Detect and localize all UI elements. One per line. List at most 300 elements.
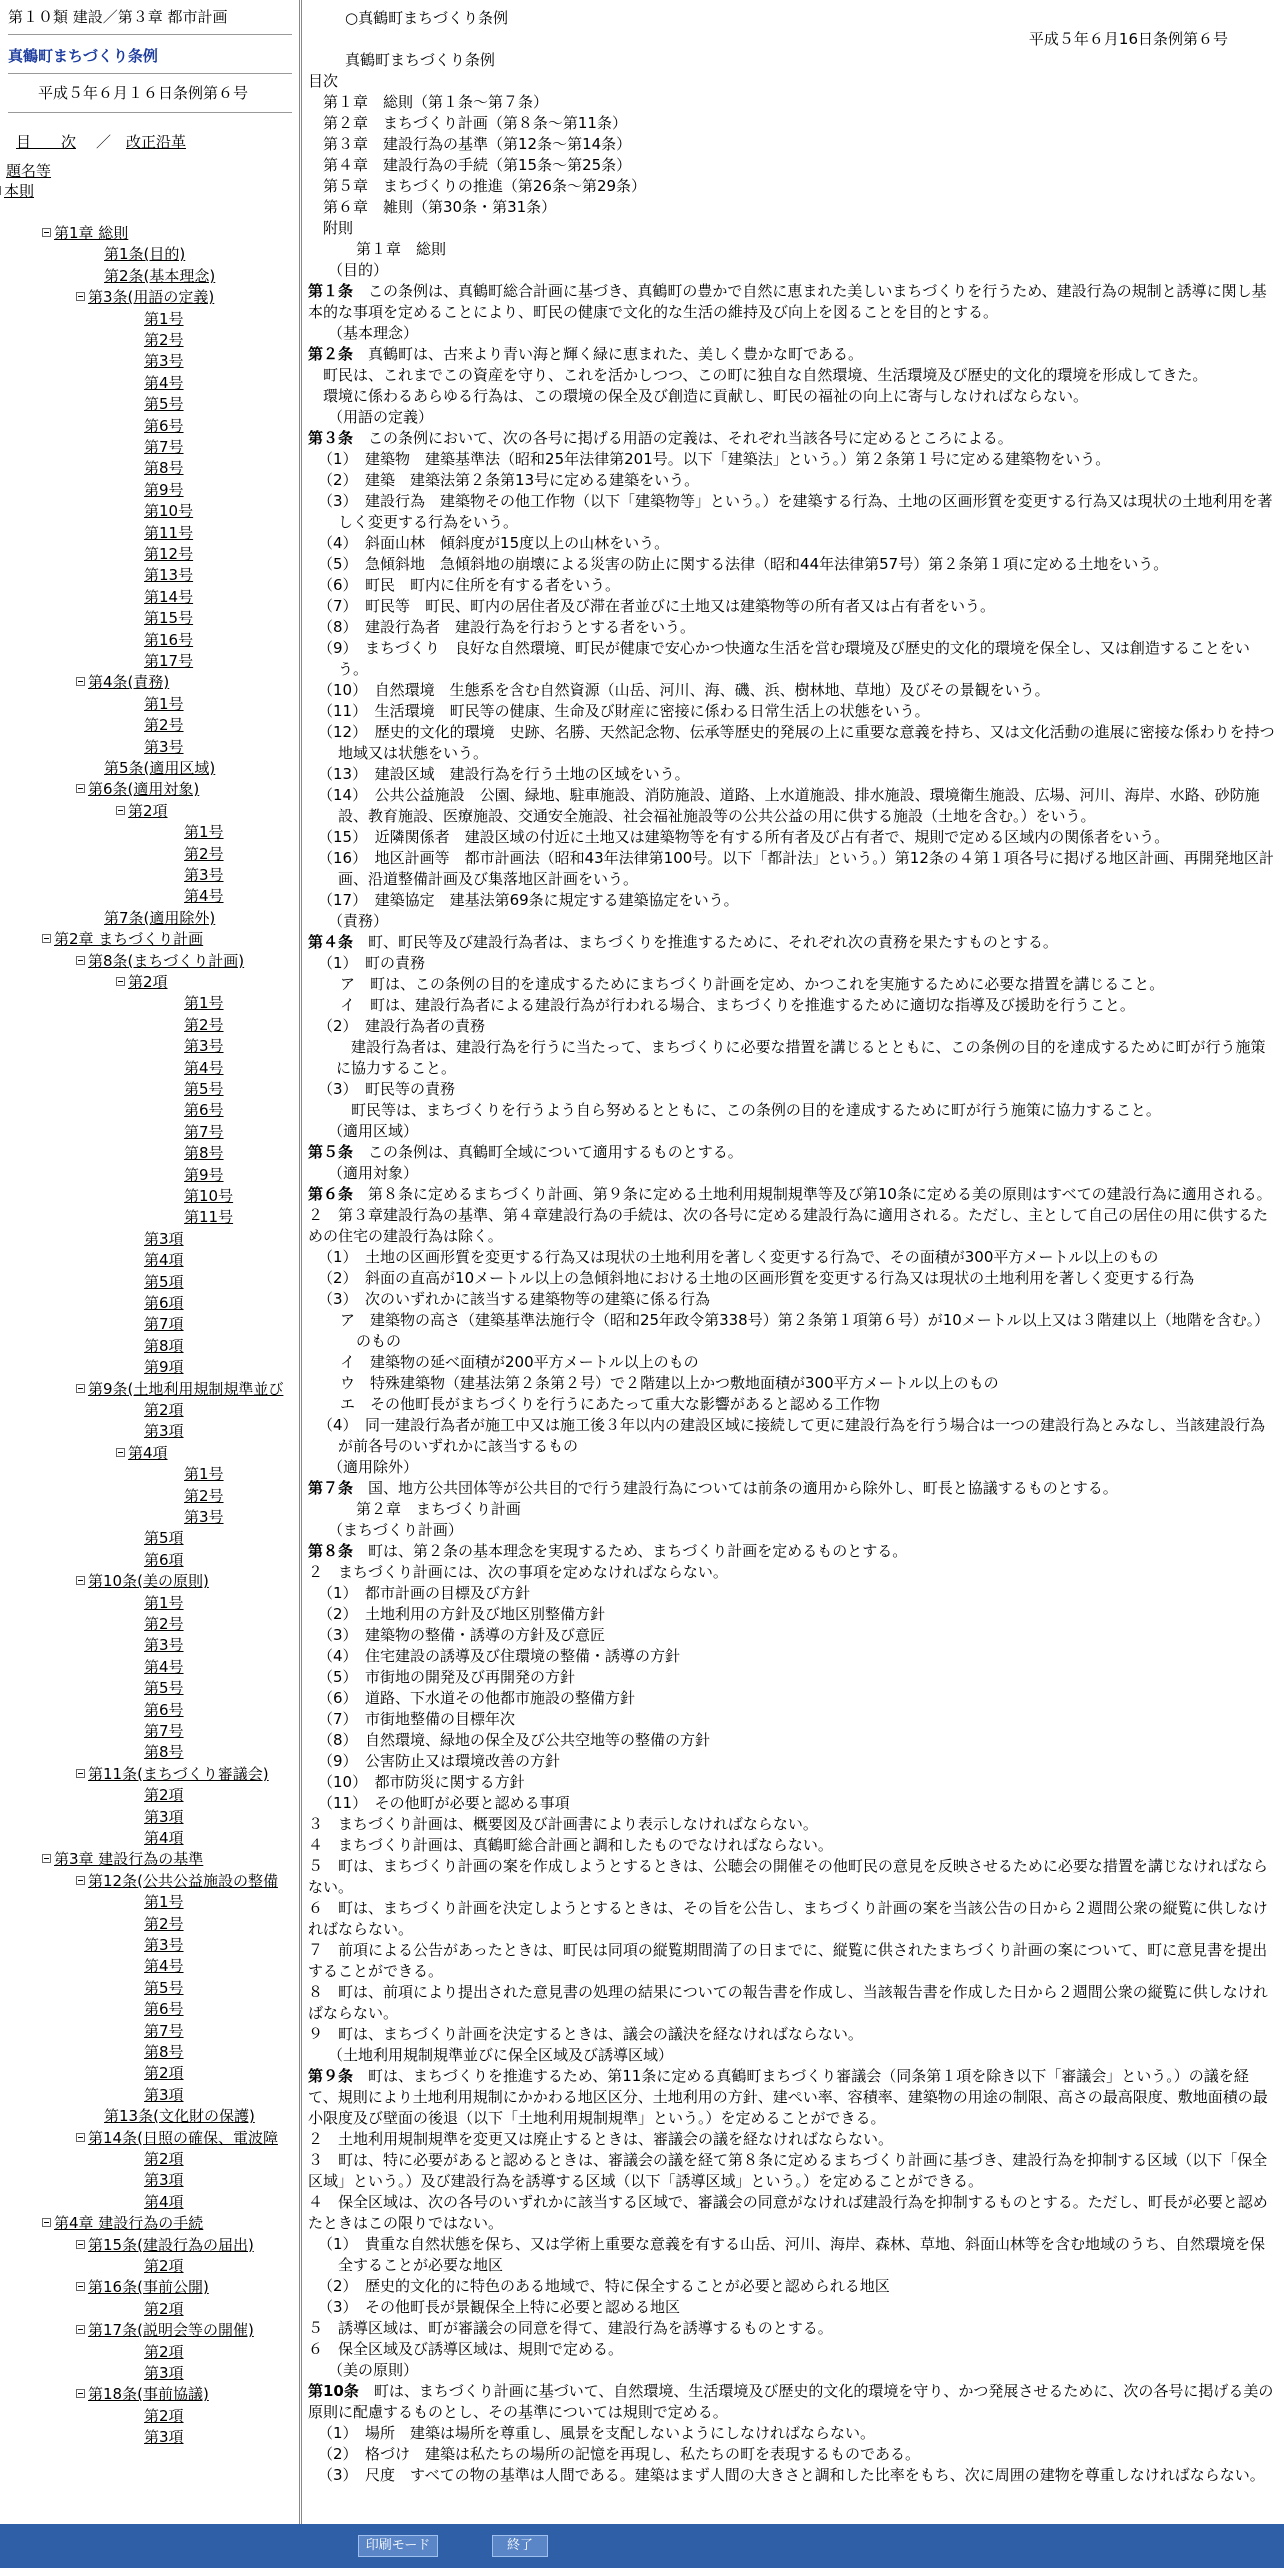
paragraph-text: ２ 土地利用規制規準を変更又は廃止するときは、審議会の議を経なければならない。	[308, 2130, 894, 2148]
tree-article-link[interactable]: 第15条(建設行為の届出)	[88, 2235, 254, 2254]
item-text: （1） 建築物 建築基準法（昭和25年法律第201号。以下「建築法」という。）第２条第１号に定める建築物をいう。	[318, 450, 1111, 468]
tree-paragraph	[144, 1250, 184, 1270]
article-number: 第２条	[308, 345, 354, 363]
tree-article-link[interactable]: 第14条(日照の確保、電波障	[88, 2128, 278, 2147]
tree-chapter-link[interactable]: 第4章 建設行為の手続	[54, 2214, 204, 2233]
tree-paragraph	[144, 1421, 184, 1441]
tree-item-link[interactable]: 第6号	[144, 416, 184, 435]
tree-item-link[interactable]: 第1号	[184, 1465, 224, 1484]
tree-paragraph-link[interactable]: 第6項	[144, 1294, 184, 1312]
doc-heading: ○真鶴町まちづくり条例	[330, 9, 508, 27]
tree-paragraph-link[interactable]: 第2項	[144, 1786, 184, 1805]
tree-paragraph-link[interactable]: 第3項	[144, 2428, 184, 2447]
paragraph-text: ３ まちづくり計画は、概要図及び計画書により表示しなければならない。	[308, 1815, 818, 1833]
tree-item	[184, 1058, 224, 1078]
tree-item	[144, 1678, 184, 1698]
article-text	[308, 2066, 1278, 2129]
tree-item-link[interactable]: 第1号	[144, 309, 184, 328]
toc-separator: ／	[96, 133, 112, 151]
paragraph-text: ４ 保全区域は、次の各号のいずれかに該当する区域で、審議会の同意がなければ建設行為を抑制するものとする。ただし、町長が必要と認めたときはこの限りではない。	[308, 2193, 1268, 2232]
tree-article	[104, 758, 215, 778]
body-text: 環境に係わるあらゆる行為は、この環境の保全及び創造に貢献し、町民の福祉の向上に寄与しなければならない。	[308, 387, 1089, 405]
tree-item	[144, 1978, 184, 1998]
tree-item-link[interactable]: 第7号	[184, 1122, 224, 1141]
tree-paragraph-link[interactable]: 第2項	[144, 2342, 184, 2361]
body-text: 町民等は、まちづくりを行うよう自ら努めるとともに、この条例の目的を達成するために町が行う施策に協力すること。	[336, 1101, 1161, 1119]
tree-paragraph-link[interactable]: 第2項	[128, 973, 168, 991]
tree-item-link[interactable]: 第2号	[144, 331, 184, 349]
item-text: （2） 歴史的文化的に特色のある地域で、特に保全することが必要と認められる地区	[318, 2277, 890, 2295]
tree-item	[144, 1956, 184, 1976]
tree-item	[144, 1721, 184, 1741]
item-text: （3） 建築物の整備・誘導の方針及び意匠	[318, 1626, 606, 1644]
tree-item-link[interactable]: 第4号	[144, 373, 184, 392]
tree-item-link[interactable]: 第2号	[184, 1486, 224, 1505]
tree-paragraph	[116, 1443, 168, 1463]
tree-paragraph	[144, 1336, 184, 1356]
item-text: （16） 地区計画等 都市計画法（昭和43年法律第100号。以下「都計法」という。）第12条の４第１項各号に掲げる地区計画、再開発地区計画、沿道整備計画及び集落地区計画をいう。	[318, 849, 1274, 888]
tree-article-link[interactable]: 第12条(公共公益施設の整備	[88, 1871, 278, 1890]
item-text: （4） 住宅建設の誘導及び住環境の整備・誘導の方針	[318, 1647, 681, 1665]
tree-article	[76, 2128, 278, 2148]
tree-item	[184, 993, 224, 1013]
tree-item	[144, 1635, 184, 1655]
tree-item	[144, 1892, 184, 1912]
toc-links	[16, 131, 299, 153]
tree-item	[184, 1100, 224, 1120]
chapter-heading: 第１章 総則	[356, 240, 447, 258]
tree-item	[144, 544, 193, 564]
tree-item-link[interactable]: 第4号	[184, 1058, 224, 1077]
tree-article-link[interactable]: 第17条(説明会等の開催)	[88, 2321, 254, 2340]
collapse-toggle-icon[interactable]	[76, 1876, 85, 1885]
tree-item	[184, 1036, 224, 1056]
collapse-toggle-icon[interactable]	[42, 1854, 51, 1863]
tree-article	[76, 287, 214, 307]
tree-item-link[interactable]: 第9号	[184, 1165, 224, 1184]
collapse-toggle-icon[interactable]	[76, 292, 85, 301]
tree-article-link[interactable]: 第1条(目的)	[104, 245, 186, 264]
item-text: （3） 次のいずれかに該当する建築物等の建築に係る行為	[318, 1290, 711, 1308]
tree-article-link[interactable]: 第18条(事前協議)	[88, 2385, 209, 2404]
tree-item-link[interactable]: 第1号	[184, 823, 224, 842]
tree-paragraph	[116, 801, 168, 821]
tree-chapter	[42, 223, 128, 243]
article-text	[308, 932, 1278, 953]
collapse-toggle-icon[interactable]	[76, 1576, 85, 1585]
tree-paragraph	[144, 2299, 184, 2319]
collapse-toggle-icon[interactable]	[76, 2389, 85, 2398]
tree-paragraph-link[interactable]: 第7項	[144, 1315, 184, 1334]
tree-item-link[interactable]: 第6号	[144, 1700, 184, 1719]
sub-item-text: ア 町は、この条例の目的を達成するためにまちづくり計画を定め、かつこれを実施するために必要な措置を講じること。	[340, 975, 1165, 993]
tree-paragraph	[144, 2406, 184, 2426]
tree-item-link[interactable]: 第12号	[144, 545, 194, 563]
print-mode-button[interactable]: 印刷モード	[358, 2535, 438, 2557]
tree-item-link[interactable]: 第1号	[144, 694, 184, 713]
tree-article	[76, 779, 199, 799]
tree-item	[144, 565, 193, 585]
item-text: （8） 自然環境、緑地の保全及び公共空地等の整備の方針	[318, 1731, 711, 1749]
article-caption: （目的）	[328, 261, 389, 279]
tree-item-link[interactable]: 第5号	[184, 1080, 224, 1098]
item-text: （7） 町民等 町民、町内の居住者及び滞在者並びに土地又は建築物等の所有者又は占有者をいう。	[318, 597, 996, 615]
tree-paragraph-link[interactable]: 第6項	[144, 1550, 184, 1569]
toc-line: 第３章 建設行為の基準（第12条～第14条）	[308, 135, 632, 153]
tree-article	[104, 244, 185, 264]
tree-item-link[interactable]: 第2号	[184, 844, 224, 863]
tree-item-link[interactable]: 第3号	[144, 1936, 184, 1954]
tree-item	[144, 1657, 184, 1677]
toc-line: 第４章 建設行為の手続（第15条～第25条）	[308, 156, 632, 174]
tree-paragraph	[144, 1272, 184, 1292]
tree-item	[144, 351, 184, 371]
tree-item-link[interactable]: 第1号	[144, 1593, 184, 1612]
item-text: （4） 同一建設行為者が施工中又は施工後３年以内の建設区域に接続して更に建設行為を行う場合は一つの建設行為とみなし、当該建設行為が前各号のいずれかに該当するもの	[318, 1416, 1266, 1455]
tree-paragraph-link[interactable]: 第2項	[144, 2064, 184, 2083]
collapse-toggle-icon[interactable]	[116, 806, 125, 815]
tree-item-link[interactable]: 第6号	[144, 2000, 184, 2019]
tree-item	[184, 822, 224, 842]
tree-paragraph	[144, 2063, 184, 2083]
tree-item-link[interactable]: 第7号	[144, 438, 184, 456]
item-text: （6） 町民 町内に住所を有する者をいう。	[318, 576, 621, 594]
article-number: 第４条	[308, 933, 354, 951]
tree-item	[184, 1207, 233, 1227]
toc-line: 目次	[308, 72, 339, 90]
item-text: （10） 都市防災に関する方針	[318, 1773, 525, 1791]
item-text: （6） 道路、下水道その他都市施設の整備方針	[318, 1689, 636, 1707]
tree-item-link[interactable]: 第2号	[144, 1615, 184, 1633]
tree-item	[184, 844, 224, 864]
item-text: （14） 公共公益施設 公園、緑地、駐車施設、消防施設、道路、上水道施設、排水施設、環境衛生施設、広場、河川、海岸、水路、砂防施設、教育施設、医療施設、交通安全施設、社会福祉施設等の公共公益の用に供する施設（土地を含む。）をいう。	[318, 786, 1260, 825]
collapse-toggle-icon[interactable]	[116, 1448, 125, 1457]
tree-item	[144, 373, 184, 393]
tree-paragraph	[144, 2363, 184, 2383]
tree-paragraph	[144, 1314, 184, 1334]
tree-paragraph-link[interactable]: 第2項	[144, 2257, 184, 2275]
item-text: （12） 歴史的文化的環境 史跡、名勝、天然記念物、伝承等歴史的発展の上に重要な意義を持ち、又は文化活動の進展に密接な係わりを持つ地域又は状態をいう。	[318, 723, 1275, 762]
tree-paragraph	[144, 1785, 184, 1805]
tree-paragraph-link[interactable]: 第5項	[144, 1272, 184, 1291]
tree-paragraph	[144, 2149, 184, 2169]
paragraph-text: ４ まちづくり計画は、真鶴町総合計画と調和したものでなければならない。	[308, 1836, 833, 1854]
article-caption: （美の原則）	[328, 2361, 419, 2379]
tree-item-link[interactable]: 第16号	[144, 630, 194, 649]
article-body: 真鶴町は、古来より青い海と輝く緑に恵まれた、美しく豊かな町である。	[353, 345, 864, 363]
tree-item-link[interactable]: 第4号	[144, 1657, 184, 1676]
tree-item-link[interactable]: 第7号	[144, 2021, 184, 2040]
tree-item	[144, 1935, 184, 1955]
toc-line: 第１章 総則（第１条～第７条）	[308, 93, 549, 111]
tree-item-link[interactable]: 第3号	[184, 866, 224, 884]
tree-item	[144, 1742, 184, 1762]
tree-paragraph	[144, 1400, 184, 1420]
collapse-toggle-icon[interactable]	[76, 956, 85, 965]
article-body: 町は、まちづくり計画に基づいて、自然環境、生活環境及び歴史的文化的環境を守り、かつ発展させるために、次の各号に掲げる美の原則に配慮するものとし、その基準については規則で定める。	[308, 2382, 1274, 2421]
tree-paragraph	[144, 1550, 184, 1570]
close-button[interactable]: 終了	[492, 2535, 548, 2557]
item-text: （9） 公害防止又は環境改善の方針	[318, 1752, 561, 1770]
tree-item-link[interactable]: 第3号	[144, 352, 184, 371]
tree-article	[76, 2384, 209, 2404]
collapse-toggle-icon[interactable]	[76, 1769, 85, 1778]
tree-item-link[interactable]: 第15号	[144, 609, 194, 628]
tree-article	[76, 2320, 254, 2340]
tree-paragraph-link[interactable]: 第2項	[144, 2299, 184, 2318]
tree-article	[76, 1571, 209, 1591]
tree-item	[144, 737, 184, 757]
item-text: （2） 斜面の直高が10メートル以上の急傾斜地における土地の区画形質を変更する行為又は現状の土地利用を著しく変更する行為	[318, 1269, 1195, 1287]
tree-paragraph-link[interactable]: 第2項	[144, 2150, 184, 2168]
item-text: （8） 建設行為者 建設行為を行おうとする者をいう。	[318, 618, 696, 636]
tree-article-link[interactable]: 第10条(美の原則)	[88, 1572, 209, 1591]
tree-item	[144, 1914, 184, 1934]
tree-item-link[interactable]: 第5号	[144, 1978, 184, 1997]
tree-item	[144, 694, 184, 714]
tree-item	[144, 651, 193, 671]
article-caption: （適用対象）	[328, 1164, 419, 1182]
item-text: （3） その他町長が景観保全上特に必要と認める地区	[318, 2298, 681, 2316]
tree-item-link[interactable]: 第11号	[144, 523, 194, 542]
chapter-heading: 第２章 まちづくり計画	[356, 1500, 521, 1518]
tree-item-link[interactable]: 第8号	[144, 2043, 184, 2061]
tree-item	[144, 1614, 184, 1634]
tree-article	[76, 2277, 209, 2297]
tree-paragraph-link[interactable]: 第3項	[144, 1229, 184, 1248]
toc-link[interactable]: 目 次	[16, 133, 77, 151]
item-text: （2） 建設行為者の責務	[318, 1017, 486, 1035]
tree-item	[184, 1015, 224, 1035]
article-body: 町は、まちづくりを推進するため、第11条に定める真鶴町まちづくり審議会（同条第１項を除き以下「審議会」という。）の議を経て、規則により土地利用規制にかかわる地区区分、土地利用の方針、建ぺい率、容積率、建築物の用途の制限、高さの最高限度、敷地面積の最小限度及び壁面の後退（以下「土地利用規制規準」という。）を定めることができる。	[308, 2067, 1268, 2127]
article-body: この条例は、真鶴町総合計画に基づき、真鶴町の豊かで自然に恵まれた美しいまちづくりを行うため、建設行為の規制と誘導に関し基本的な事項を定めることにより、町民の健康で文化的な生活の維持及び向上を図ることを目的とする。	[308, 282, 1267, 321]
tree-article	[76, 2235, 254, 2255]
tree-item	[144, 1700, 184, 1720]
footer-bar	[0, 2524, 1284, 2568]
item-text: （5） 急傾斜地 急傾斜地の崩壊による災害の防止に関する法律（昭和44年法律第57号）第２条第１項に定める土地をいう。	[318, 555, 1169, 573]
article-number: 第５条	[308, 1143, 354, 1161]
article-text	[308, 428, 1278, 449]
tree-item-link[interactable]: 第3号	[144, 737, 184, 756]
tree-article-link[interactable]: 第6条(適用対象)	[88, 780, 200, 799]
revision-history-link[interactable]: 改正沿革	[126, 133, 187, 151]
tree-item	[144, 501, 193, 521]
collapse-toggle-icon[interactable]	[76, 2325, 85, 2334]
sub-item-text: イ 建築物の延べ面積が200平方メートル以上のもの	[340, 1353, 699, 1371]
article-caption: （土地利用規制規準並びに保全区域及び誘導区域）	[328, 2046, 674, 2064]
article-text	[308, 1478, 1278, 1499]
collapse-toggle-icon[interactable]	[116, 977, 125, 986]
tree-item-link[interactable]: 第6号	[184, 1101, 224, 1120]
tree-paragraph-link[interactable]: 第2項	[144, 1401, 184, 1419]
article-number: 第３条	[308, 429, 354, 447]
paragraph-text: ６ 保全区域及び誘導区域は、規則で定める。	[308, 2340, 624, 2358]
collapse-toggle-icon[interactable]	[42, 228, 51, 237]
tree-item	[144, 587, 193, 607]
body-text: 町民は、これまでこの資産を守り、これを活かしつつ、この町に独自な自然環境、生活環境及び歴史的文化的環境を形成してきた。	[308, 366, 1208, 384]
article-caption: （基本理念）	[328, 324, 419, 342]
tree-chapter-link[interactable]: 第1章 総則	[54, 224, 129, 242]
tree-item-link[interactable]: 第2号	[184, 1015, 224, 1034]
tree-article-link[interactable]: 第5条(適用区域)	[104, 759, 216, 777]
tree-item-link[interactable]: 第10号	[184, 1187, 234, 1205]
article-body: 町は、第２条の基本理念を実現するため、まちづくり計画を定めるものとする。	[353, 1542, 908, 1560]
tree-paragraph-link[interactable]: 第4項	[128, 1443, 168, 1462]
outline-tree	[0, 153, 299, 2524]
tree-paragraph	[144, 2342, 184, 2362]
tree-item-link[interactable]: 第8号	[184, 1144, 224, 1163]
toc-line: 第５章 まちづくりの推進（第26条～第29条）	[308, 177, 647, 195]
tree-paragraph-link[interactable]: 第4項	[144, 1829, 184, 1847]
paragraph-text: ２ まちづくり計画には、次の事項を定めなければならない。	[308, 1563, 728, 1581]
tree-paragraph-link[interactable]: 第4項	[144, 2192, 184, 2211]
tree-item	[144, 416, 184, 436]
tree-item	[144, 608, 193, 628]
item-text: （1） 貴重な自然状態を保ち、又は学術上重要な意義を有する山岳、河川、海岸、森林、草地、斜面山林等を含む地域のうち、自然環境を保全することが必要な地区	[318, 2235, 1266, 2274]
tree-item	[184, 886, 224, 906]
tree-chapter	[42, 2213, 203, 2233]
article-caption: （責務）	[328, 912, 389, 930]
toc-line: 附則	[308, 219, 354, 237]
tree-chapter	[42, 1849, 203, 1869]
tree-item-link[interactable]: 第1号	[184, 994, 224, 1013]
article-text	[308, 1184, 1278, 1205]
tree-paragraph	[144, 1807, 184, 1827]
item-text: （1） 町の責務	[318, 954, 426, 972]
tree-main-provisions-link[interactable]: 本則	[4, 182, 35, 200]
paragraph-text: ２ 第３章建設行為の基準、第４章建設行為の手続は、次の各号に定める建設行為に適用される。ただし、主として自己の居住の用に供するための住宅の建設行為は除く。	[308, 1206, 1269, 1245]
tree-item-link[interactable]: 第9号	[144, 480, 184, 499]
tree-paragraph-link[interactable]: 第3項	[144, 2364, 184, 2382]
tree-item-link[interactable]: 第3号	[184, 1508, 224, 1526]
tree-item-link[interactable]: 第14号	[144, 587, 194, 606]
item-text: （11） その他町が必要と認める事項	[318, 1794, 570, 1812]
collapse-toggle-icon[interactable]	[0, 186, 1, 195]
tree-item-link[interactable]: 第2号	[144, 716, 184, 735]
article-body: 第８条に定めるまちづくり計画、第９条に定める土地利用規制規準等及び第10条に定める美の原則はすべての建設行為に適用される。	[353, 1185, 1272, 1203]
tree-item-link[interactable]: 第2号	[144, 1914, 184, 1933]
item-text: （1） 都市計画の目標及び方針	[318, 1584, 531, 1602]
tree-item-link[interactable]: 第11号	[184, 1208, 234, 1227]
paragraph-text: ８ 町は、前項により提出された意見書の処理の結果についての報告書を作成し、当該報告書を作成した日から２週間公衆の縦覧に供しなければならない。	[308, 1983, 1268, 2022]
tree-item-link[interactable]: 第3号	[184, 1037, 224, 1056]
tree-item-link[interactable]: 第4号	[184, 887, 224, 906]
body-text: 建設行為者は、建設行為を行うに当たって、まちづくりに必要な措置を講じるとともに、この条例の目的を達成するために町が行う施策に協力すること。	[336, 1038, 1266, 1077]
tree-item	[144, 715, 184, 735]
tree-article-link[interactable]: 第4条(責務)	[88, 673, 170, 692]
tree-item	[184, 1079, 224, 1099]
item-text: （3） 尺度 すべての物の基準は人間である。建築はまず人間の大きさと調和した比率をもち、次に周囲の建物を尊重しなければならない。	[318, 2466, 1265, 2484]
collapse-toggle-icon[interactable]	[76, 2133, 85, 2142]
tree-paragraph	[144, 2427, 184, 2447]
tree-item-link[interactable]: 第5号	[144, 1679, 184, 1698]
tree-chapter-link[interactable]: 第2章 まちづくり計画	[54, 930, 204, 949]
article-text	[308, 2381, 1278, 2423]
tree-item	[144, 458, 184, 478]
tree-paragraph-link[interactable]: 第2項	[128, 801, 168, 820]
item-text: （13） 建設区域 建設行為を行う土地の区域をいう。	[318, 765, 690, 783]
tree-paragraph-link[interactable]: 第3項	[144, 1807, 184, 1826]
tree-paragraph	[144, 2192, 184, 2212]
item-text: （15） 近隣関係者 建設区域の付近に土地又は建築物等を有する所有者及び占有者で、規則で定める区域内の関係者をいう。	[318, 828, 1170, 846]
sub-item-text: エ その他町長がまちづくりを行うにあたって重大な影響があると認める工作物	[340, 1395, 880, 1413]
tree-chapter	[42, 929, 203, 949]
tree-article-link[interactable]: 第7条(適用除外)	[104, 908, 216, 927]
item-text: （1） 場所 建築は場所を尊重し、風景を支配しないようにしなければならない。	[318, 2424, 876, 2442]
tree-item-link[interactable]: 第1号	[144, 1893, 184, 1912]
tree-paragraph-link[interactable]: 第9項	[144, 1358, 184, 1377]
item-text: （5） 市街地の開発及び再開発の方針	[318, 1668, 576, 1686]
tree-item-link[interactable]: 第10号	[144, 502, 194, 521]
paragraph-text: ５ 町は、まちづくり計画の案を作成しようとするときは、公聴会の開催その他町民の意見を反映させるために必要な措置を講じなければならない。	[308, 1857, 1268, 1896]
tree-paragraph-link[interactable]: 第8項	[144, 1336, 184, 1355]
article-text	[308, 1142, 1278, 1163]
sidebar-ordinance-title: 真鶴町まちづくり条例	[8, 45, 292, 74]
tree-article-link[interactable]: 第13条(文化財の保護)	[104, 2107, 255, 2126]
tree-article-link[interactable]: 第8条(まちづくり計画)	[88, 951, 245, 970]
collapse-toggle-icon[interactable]	[42, 934, 51, 943]
collapse-toggle-icon[interactable]	[76, 677, 85, 686]
item-text: （4） 斜面山林 傾斜度が15度以上の山林をいう。	[318, 534, 670, 552]
article-number: 第10条	[308, 2382, 359, 2400]
tree-article-link[interactable]: 第2条(基本理念)	[104, 266, 216, 285]
tree-article-link[interactable]: 第16条(事前公開)	[88, 2278, 209, 2297]
tree-item-link[interactable]: 第13号	[144, 566, 194, 585]
collapse-toggle-icon[interactable]	[76, 784, 85, 793]
sidebar-header	[0, 0, 299, 113]
collapse-toggle-icon[interactable]	[76, 2240, 85, 2249]
tree-item-link[interactable]: 第8号	[144, 1743, 184, 1762]
tree-paragraph-link[interactable]: 第3項	[144, 2085, 184, 2104]
article-caption: （適用区域）	[328, 1122, 419, 1140]
collapse-toggle-icon[interactable]	[76, 2282, 85, 2291]
collapse-toggle-icon[interactable]	[42, 2218, 51, 2227]
tree-paragraph-link[interactable]: 第5項	[144, 1529, 184, 1548]
item-text: （17） 建築協定 建基法第69条に規定する建築協定をいう。	[318, 891, 739, 909]
tree-paragraph-link[interactable]: 第3項	[144, 1422, 184, 1441]
tree-item-link[interactable]: 第3号	[144, 1636, 184, 1655]
tree-article	[76, 672, 169, 692]
paragraph-text: ３ 町は、特に必要があると認めるときは、審議会の議を経て第８条に定めるまちづくり計画に基づき、建設行為を抑制する区域（以下「保全区域」という。）及び建設行為を誘導する区域（以下「誘導区域」という。）を定めることができる。	[308, 2151, 1268, 2190]
tree-paragraph	[144, 2085, 184, 2105]
tree-paragraph-link[interactable]: 第4項	[144, 1251, 184, 1270]
tree-item-link[interactable]: 第17号	[144, 652, 194, 670]
sidebar	[0, 0, 302, 2524]
tree-paragraph-link[interactable]: 第2項	[144, 2406, 184, 2425]
tree-item-link[interactable]: 第5号	[144, 395, 184, 414]
tree-article	[104, 2106, 255, 2126]
paragraph-text: ５ 誘導区域は、町が審議会の同意を得て、建設行為を誘導するものとする。	[308, 2319, 833, 2337]
collapse-toggle-icon[interactable]	[76, 1384, 85, 1393]
tree-article-link[interactable]: 第9条(土地利用規制規準並び	[88, 1379, 284, 1398]
tree-item-link[interactable]: 第7号	[144, 1722, 184, 1740]
sub-item-text: ア 建築物の高さ（建築基準法施行令（昭和25年政令第338号）第２条第１項第６号）が10メートル以上又は３階建以上（地階を含む。）のもの	[340, 1311, 1270, 1350]
tree-chapter-link[interactable]: 第3章 建設行為の基準	[54, 1850, 204, 1869]
tree-item-link[interactable]: 第8号	[144, 459, 184, 478]
tree-article-link[interactable]: 第11条(まちづくり審議会)	[88, 1764, 269, 1783]
tree-item	[144, 2021, 184, 2041]
tree-article-link[interactable]: 第3条(用語の定義)	[88, 288, 215, 307]
tree-item	[184, 1507, 224, 1527]
tree-article	[76, 1764, 269, 1784]
tree-title-node-link[interactable]: 題名等	[6, 162, 52, 180]
item-text: （1） 土地の区画形質を変更する行為又は現状の土地利用を著しく変更する行為で、その面積が300平方メートル以上のもの	[318, 1248, 1159, 1266]
article-body: 町、町民等及び建設行為者は、まちづくりを推進するために、それぞれ次の責務を果たすものとする。	[353, 933, 1058, 951]
tree-paragraph-link[interactable]: 第3項	[144, 2171, 184, 2190]
paragraph-text: ６ 町は、まちづくり計画を決定しようとするときは、その旨を公告し、まちづくり計画の案を当該公告の日から２週間公衆の縦覧に供しなければならない。	[308, 1899, 1268, 1938]
tree-item-link[interactable]: 第4号	[144, 1957, 184, 1976]
tree-paragraph	[144, 2170, 184, 2190]
